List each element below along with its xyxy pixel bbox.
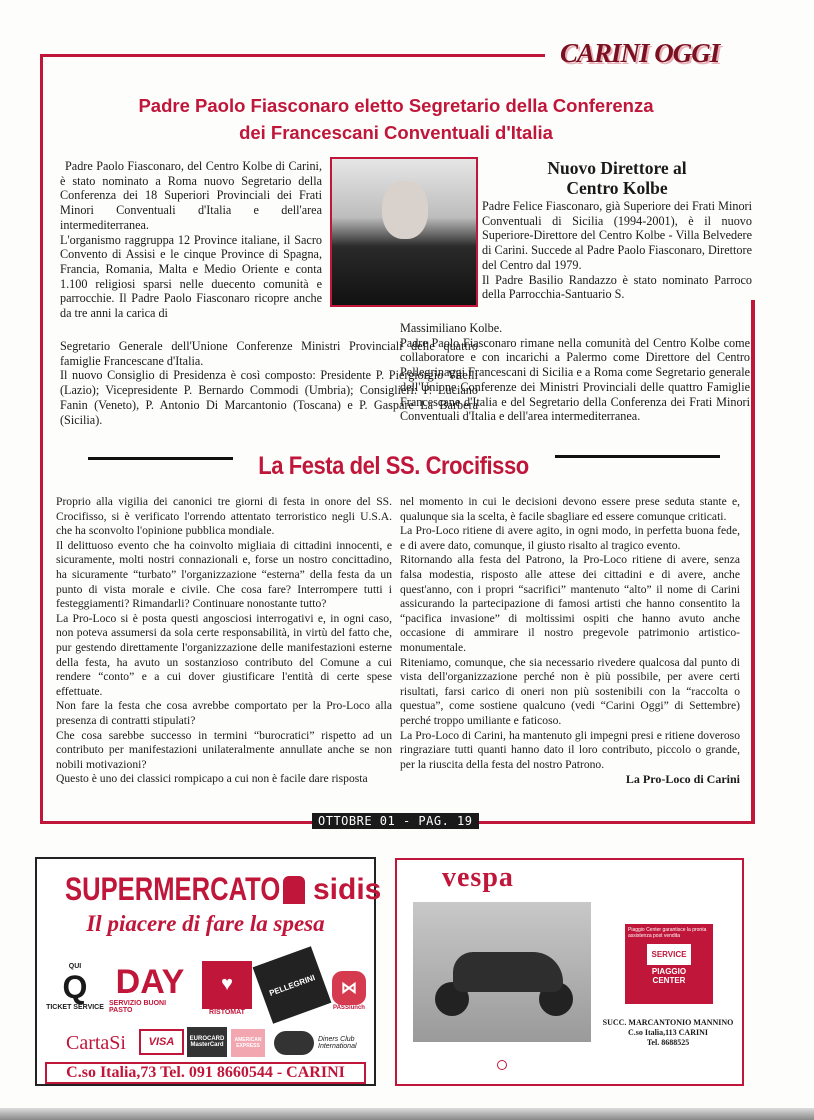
article2-top <box>482 199 752 302</box>
paragraph: Il delittuoso evento che ha coinvolto migliaia di cittadini innocenti, e sicuramente, molti nostri connazionali e, forse un nostro concittadino, ha sicuramente “turbato” l'organizzazione “esterna” della festa da un punto di vista morale e civile. Che cosa fare? Interrompere tutti i festeggiamenti? Rimandarli? Continuare nonostante tutto? <box>56 538 392 611</box>
title-line: Padre Paolo Fiasconaro eletto Segretario della Conferenza <box>138 95 654 116</box>
piaggio-center-badge <box>625 924 713 1004</box>
paragraph: Che cosa sarebbe successo in termini “burocratici” rispetto ad un contributo per manifestazioni unilateralmente annullate anche se non nobili motivazioni? <box>56 728 392 771</box>
paragraph: Questo è uno dei classici rompicapo a cui non è facile dare risposta <box>56 772 368 786</box>
ad-header <box>65 871 381 908</box>
paragraph: Padre Paolo Fiasconaro rimane nella comunità del Centro Kolbe come collaboratore e con incarichi a Palermo come Direttore del Centro Pellegrinaggi Francescani di Sicilia e a Roma come Segretario generale dell'Unione Conferenze dei Ministri Provinciali delle quattro Famiglie Francescane d'Italia e del Segretario della Conferenza dei Frati Minori Conventuali d'Italia e dell'area intermediterranea. <box>400 335 750 424</box>
mastercard-logo <box>187 1027 227 1057</box>
paragraph: Proprio alla vigilia dei canonici tre giorni di festa in onore del SS. Crocifisso, si è verificato l'orrendo attentato terroristico negli U.S.A. che ha sconvolto l'opinione pubblica mondiale. <box>56 495 392 538</box>
supermarket-name: SUPERMERCATO <box>65 871 281 907</box>
cartasi-logo <box>57 1029 135 1057</box>
portrait-photo <box>330 157 478 307</box>
service-label: SERVICE <box>647 944 691 965</box>
pellegrini-logo <box>253 946 332 1024</box>
paragraph: Ritornando alla festa del Patrono, la Pro-Loco ritiene di avere, senza falsa modestia, risposto alle attese dei cittadini e di avere, anche quest'anno, con i propri “sacrifici” mantenuto “alto” il nome di Carini assicurando la partecipazione di famosi artisti che hanno consentito la “pacifica invasione” di moltissimi ospiti che hanno avuto anche occasione di ammirare il nostro pregevole patrimonio artistico-monumentale. <box>400 553 740 654</box>
ticket-service-logo <box>45 955 105 1019</box>
ristomat-logo <box>201 957 253 1019</box>
masthead-logo: CARINI OGGI <box>560 38 720 68</box>
paragraph: Il Padre Basilio Randazzo è stato nominato Parroco della Parrocchia-Santuario S. <box>482 272 752 302</box>
paragraph: Il nuovo Consiglio di Presidenza è così composto: Presidente P. Piergiorgio Vitelli (Lazio); Vicepresidente P. Bernardo Commodi (Umbria); Consiglieri: P. Luciano Fanin (Veneto), P. Antonio Di Marcantonio (Toscana) e P. Gaspare La Barbera (Sicilia). <box>60 368 478 427</box>
paragraph: Non fare la festa che cosa avrebbe comportato per la Pro-Loco alla presenza di contratti stipulati? <box>56 699 392 727</box>
vespa-ad <box>395 858 744 1086</box>
dealer-name: SUCC. MARCANTONIO MANNINO <box>602 1018 734 1027</box>
badge-text: Piaggio Center garantisce la pronta assistenza post vendita <box>628 927 707 939</box>
center-label: PIAGGIO <box>651 967 687 976</box>
supermarket-ad <box>35 857 382 1086</box>
diners-logo <box>271 1029 371 1057</box>
dealer-info <box>593 1018 743 1048</box>
logo-text: VISA <box>148 1036 175 1048</box>
festa-title: La Festa del SS. Crocifisso <box>258 452 529 480</box>
article-title <box>40 92 752 146</box>
festa-left-column <box>56 495 392 787</box>
visa-logo <box>139 1029 184 1055</box>
paragraph: Massimiliano Kolbe. <box>400 321 503 335</box>
vespa-brand: vespa <box>442 862 514 893</box>
sidis-brand: sidis <box>313 872 382 906</box>
logo-text: PELLEGRINI <box>267 972 317 998</box>
heart-icon: ♥ <box>202 961 252 1009</box>
article2-bottom <box>400 321 750 424</box>
dealer-address: C.so Italia,113 CARINI <box>627 1028 708 1037</box>
festa-right-column <box>400 495 740 787</box>
logo-text: CartaSi <box>66 1031 126 1054</box>
face-shape <box>382 181 428 239</box>
article1-top <box>60 159 322 321</box>
signature: La Pro-Loco di Carini <box>625 772 740 787</box>
piaggio-emblem-icon <box>497 1060 507 1070</box>
scooter-body-icon <box>453 952 563 992</box>
paragraph: Padre Paolo Fiasconaro, del Centro Kolbe di Carini, è stato nominato a Roma nuovo Segretario della Conferenza dei 18 Superiori Provinciali dei Frati Minori Conventuali d'Italia e dell'area intermediterranea. <box>60 159 322 232</box>
logo-text: DAY <box>115 963 185 1001</box>
page-label: OTTOBRE 01 - PAG. 19 <box>312 813 479 829</box>
day-logo <box>109 959 191 1019</box>
paragraph: Padre Felice Fiasconaro, già Superiore dei Frati Minori Conventuali di Sicilia (1994-2001), è il nuovo Superiore-Direttore del Centro Kolbe - Villa Belvedere di Carini. Succede al Padre Paolo Fiasconaro, Direttore del Centro dal 1979. <box>482 199 752 272</box>
paragraph: nel momento in cui le decisioni devono essere prese seduta stante e, qualunque sia la scelta, è facile sbagliare ed essere comunque criticati. <box>400 495 740 523</box>
amex-logo <box>231 1029 265 1057</box>
bow-icon: ⋈ <box>332 971 366 1005</box>
slogan: Il piacere di fare la spesa <box>86 911 325 936</box>
logo-text: PASSlunch <box>333 1005 365 1011</box>
heading-line: Nuovo Direttore al <box>547 158 687 178</box>
paragraph: La Pro-Loco ritiene di avere agito, in ogni modo, in perfetta buona fede, e di avere dato, comunque, il giusto risalto al tragico evento. <box>400 524 740 552</box>
supermarket-address: C.so Italia,73 Tel. 091 8660544 - CARINI <box>45 1062 366 1084</box>
page-bottom-edge <box>0 1108 814 1120</box>
right-rule <box>751 300 755 824</box>
dealer-phone: Tel. 8688525 <box>646 1038 690 1047</box>
left-rule <box>40 54 43 824</box>
paragraph: Riteniamo, comunque, che sia necessario rivedere qualcosa dal punto di vista dell'organizzazione perché non è più possibile, per avere certi risultati, farsi carico di oneri non più sostenibili con la “raccolta o questua”, come sostiene qualcuno (vedi “Carini Oggi” di Settembre) perché troppo umiliante e faticoso. <box>400 655 740 727</box>
heading-line: Centro Kolbe <box>566 178 668 198</box>
paragraph: La Pro-Loco si è posta questi angosciosi interrogativi e, in ogni caso, non poteva assumersi da sola certe responsabilità, in virtù del fatto che, pur gestendo direttamente l'organizzazione delle manifestazioni esterne della festa, ha avuto un sostanzioso contributo del Comune a cui rendere “conto” e a cui dover giustificare l'entità di certe spese effettuate. <box>56 611 392 698</box>
paragraph: La Pro-Loco di Carini, ha mantenuto gli impegni presi e ritiene doveroso ringraziare tutti quanti hanno dato il loro contributo, piccolo o grande, per la riuscita della festa del nostro Patrono. <box>400 728 740 771</box>
logo-text: TICKET SERVICE <box>46 1004 104 1011</box>
logo-text: MasterCard <box>190 1042 224 1048</box>
center-label: CENTER <box>652 976 686 985</box>
logo-text: RISTOMAT <box>209 1008 245 1016</box>
paragraph: L'organismo raggruppa 12 Province italiane, il Sacro Convento di Assisi e le cinque Province di Spagna, Francia, Romania, Malta e Medio Oriente e conta 1.100 religiosi sparsi nelle duecento comunità e parrocchie. Il Padre Paolo Fiasconaro ricopre anche da tre anni la carica di <box>60 232 322 321</box>
top-rule <box>40 54 545 57</box>
sidis-logo-icon <box>283 876 305 904</box>
divider-left <box>88 457 233 460</box>
q-icon: Q <box>62 969 88 1005</box>
pass-lunch-logo <box>329 963 369 1019</box>
logo-text: SERVIZIO BUONI PASTO <box>109 1000 167 1014</box>
logo-text: Diners Club International <box>318 1036 357 1050</box>
diners-icon <box>274 1031 314 1055</box>
logo-text: EUROCARD <box>189 1036 225 1042</box>
title-line: dei Francescani Conventuali d'Italia <box>239 122 553 143</box>
logo-text: QUI <box>68 963 82 970</box>
divider-right <box>555 455 720 458</box>
paragraph: Segretario Generale dell'Unione Conferenze Ministri Provinciali delle quattro famiglie Francescane d'Italia. <box>60 339 478 368</box>
scooter-photo <box>413 902 591 1042</box>
sidebar-heading <box>482 158 752 198</box>
logo-text: AMERICAN EXPRESS <box>234 1037 262 1049</box>
